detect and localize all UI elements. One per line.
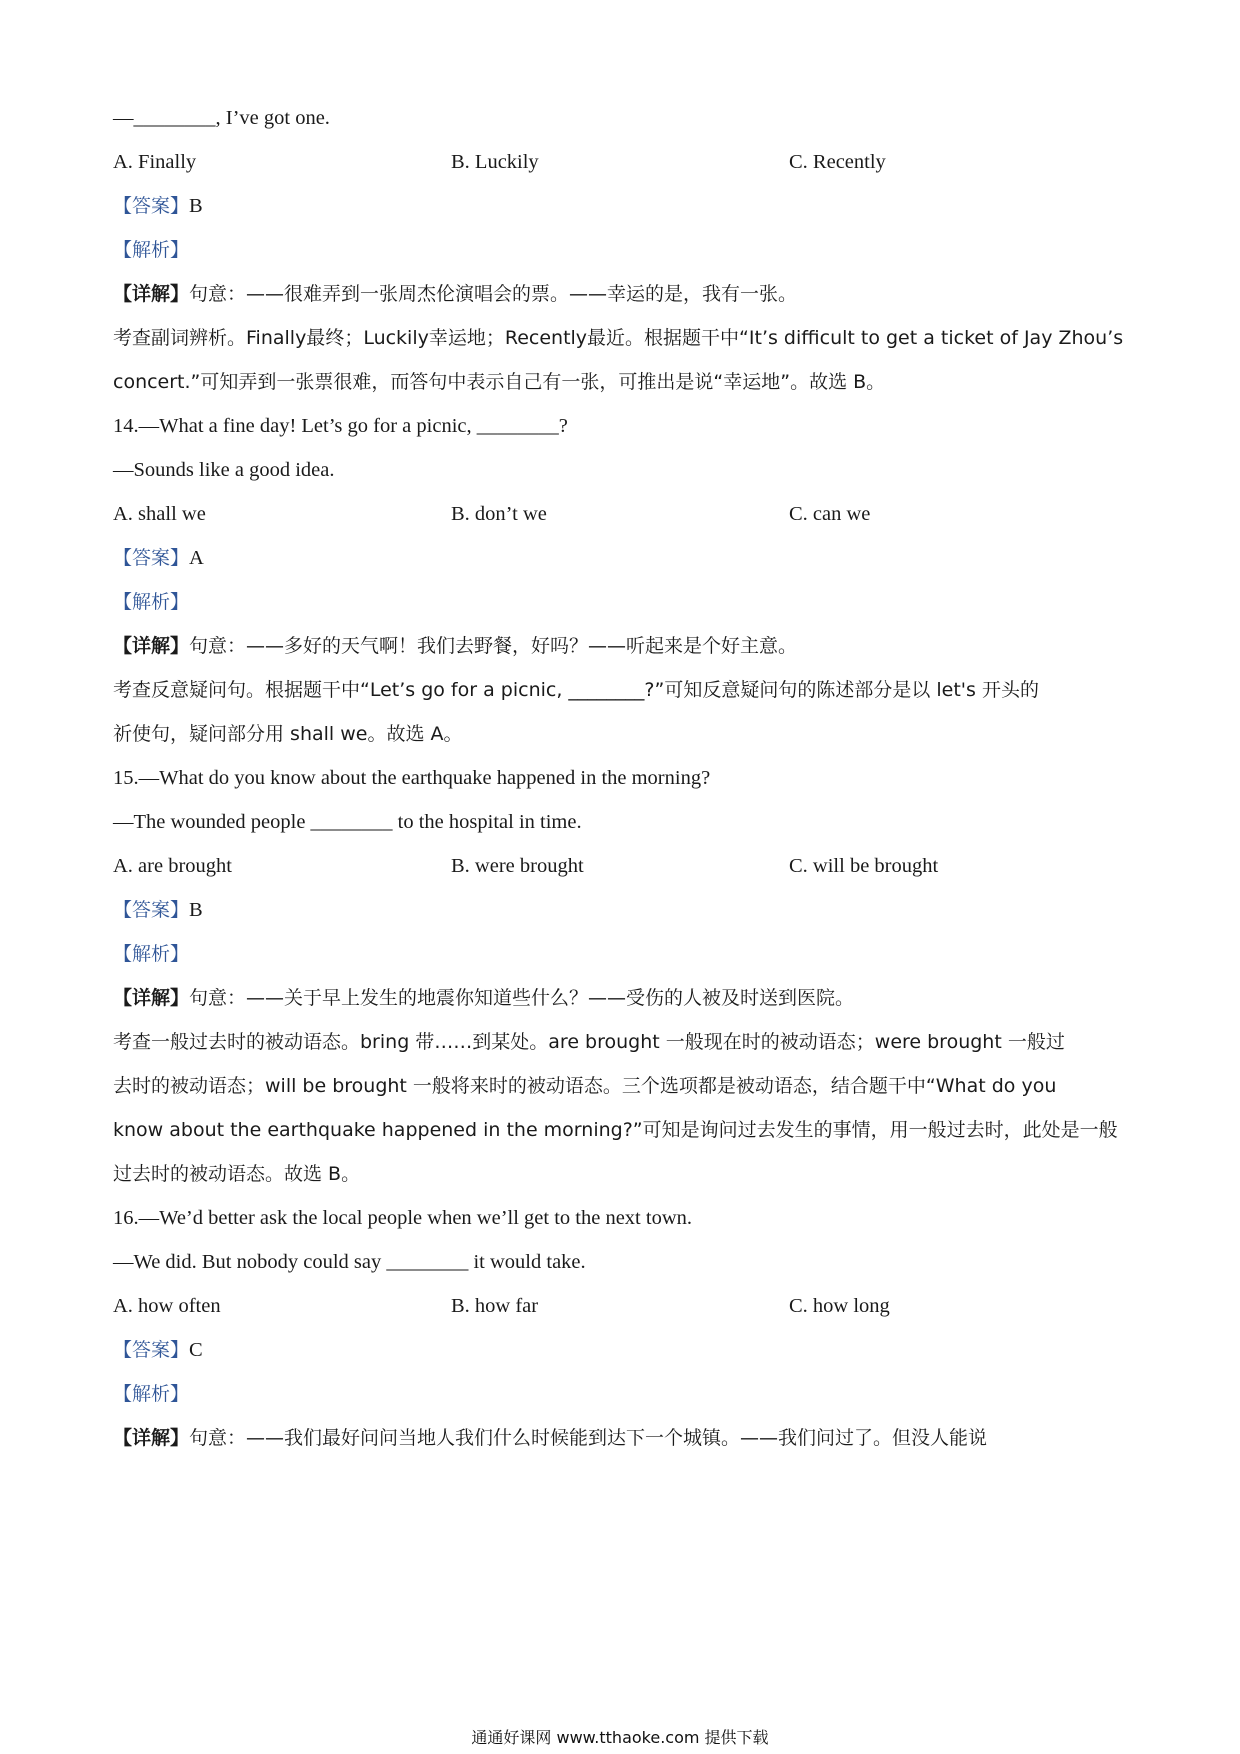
answer-value: A: [189, 547, 204, 569]
q13-answer: [113, 192, 1140, 220]
q14-explanation-2: 祈使句，疑问部分用 shall we。故选 A。: [113, 723, 463, 745]
detail-tag: 【详解】: [113, 987, 190, 1009]
q16-option-b: B. how far: [451, 1295, 539, 1317]
q13-option-c: C. Recently: [789, 151, 886, 173]
q15-option-c: C. will be brought: [789, 855, 939, 877]
answer-value: B: [189, 899, 203, 921]
q15-options: [113, 852, 1140, 880]
answer-value: B: [189, 195, 203, 217]
detail-text: 句意：——我们最好问问当地人我们什么时候能到达下一个城镇。——我们问过了。但没人能说: [189, 1427, 988, 1449]
q14-answer: [113, 544, 1140, 572]
q13-option-a: A. Finally: [113, 151, 197, 173]
q13-explanation-2: concert.”可知弄到一张票很难，而答句中表示自己有一张，可推出是说“幸运地”。故选 B。: [113, 371, 886, 393]
q16-analysis-tag: 【解析】: [113, 1383, 190, 1405]
q14-explanation-1: 考查反意疑问句。根据题干中“Let’s go for a picnic, ________?”可知反意疑问句的陈述部分是以 let's 开头的: [113, 679, 1039, 701]
q14-detail: [113, 632, 1140, 660]
q15-detail: [113, 984, 1140, 1012]
q15-answer: [113, 896, 1140, 924]
q14-option-b: B. don’t we: [451, 503, 547, 525]
q14-options: [113, 500, 1140, 528]
detail-tag: 【详解】: [113, 635, 190, 657]
detail-tag: 【详解】: [113, 1427, 190, 1449]
q16-options: [113, 1292, 1140, 1320]
q16-option-c: C. how long: [789, 1295, 890, 1317]
q15-option-b: B. were brought: [451, 855, 584, 877]
q16-reply: —We did. But nobody could say ________ it would take.: [113, 1251, 586, 1273]
q15-reply: —The wounded people ________ to the hospital in time.: [113, 811, 582, 833]
q13-detail: [113, 280, 1140, 308]
q14-analysis-tag: 【解析】: [113, 591, 190, 613]
detail-text: 句意：——很难弄到一张周杰伦演唱会的票。——幸运的是，我有一张。: [189, 283, 798, 305]
q15-explanation-2: 去时的被动语态；will be brought 一般将来时的被动语态。三个选项都是被动语态，结合题干中“What do you: [113, 1075, 1057, 1097]
q13-explanation-1: 考查副词辨析。Finally最终；Luckily幸运地；Recently最近。根据题干中“It’s difficult to get a ticket of Jay Zhou’s: [113, 327, 1124, 349]
q13-options: [113, 148, 1140, 176]
answer-value: C: [189, 1339, 203, 1361]
q13-analysis-tag: 【解析】: [113, 239, 190, 261]
q13-option-b: B. Luckily: [451, 151, 539, 173]
q15-explanation-1: 考查一般过去时的被动语态。bring 带……到某处。are brought 一般现在时的被动语态；were brought 一般过: [113, 1031, 1065, 1053]
q16-option-a: A. how often: [113, 1295, 221, 1317]
detail-text: 句意：——关于早上发生的地震你知道些什么？——受伤的人被及时送到医院。: [189, 987, 855, 1009]
q14-option-a: A. shall we: [113, 503, 206, 525]
q16-answer: [113, 1336, 1140, 1364]
q14-option-c: C. can we: [789, 503, 871, 525]
q16-stem: 16.—We’d better ask the local people when we’ll get to the next town.: [113, 1207, 693, 1229]
page-footer: 通通好课网 www.tthaoke.com 提供下载: [471, 1728, 769, 1747]
answer-tag: 【答案】: [113, 547, 190, 569]
answer-tag: 【答案】: [113, 195, 190, 217]
q15-stem: 15.—What do you know about the earthquake happened in the morning?: [113, 767, 711, 789]
q13-reply: —________, I’ve got one.: [113, 107, 330, 129]
detail-tag: 【详解】: [113, 283, 190, 305]
q14-reply: —Sounds like a good idea.: [113, 459, 335, 481]
q15-option-a: A. are brought: [113, 855, 232, 877]
answer-tag: 【答案】: [113, 1339, 190, 1361]
detail-text: 句意：——多好的天气啊！我们去野餐，好吗？——听起来是个好主意。: [189, 635, 798, 657]
q15-explanation-4: 过去时的被动语态。故选 B。: [113, 1163, 361, 1185]
q16-detail: [113, 1424, 1140, 1452]
q15-analysis-tag: 【解析】: [113, 943, 190, 965]
q15-explanation-3: know about the earthquake happened in the morning?”可知是询问过去发生的事情，用一般过去时，此处是一般: [113, 1119, 1118, 1141]
answer-tag: 【答案】: [113, 899, 190, 921]
q14-stem: 14.—What a fine day! Let’s go for a picnic, ________?: [113, 415, 568, 437]
